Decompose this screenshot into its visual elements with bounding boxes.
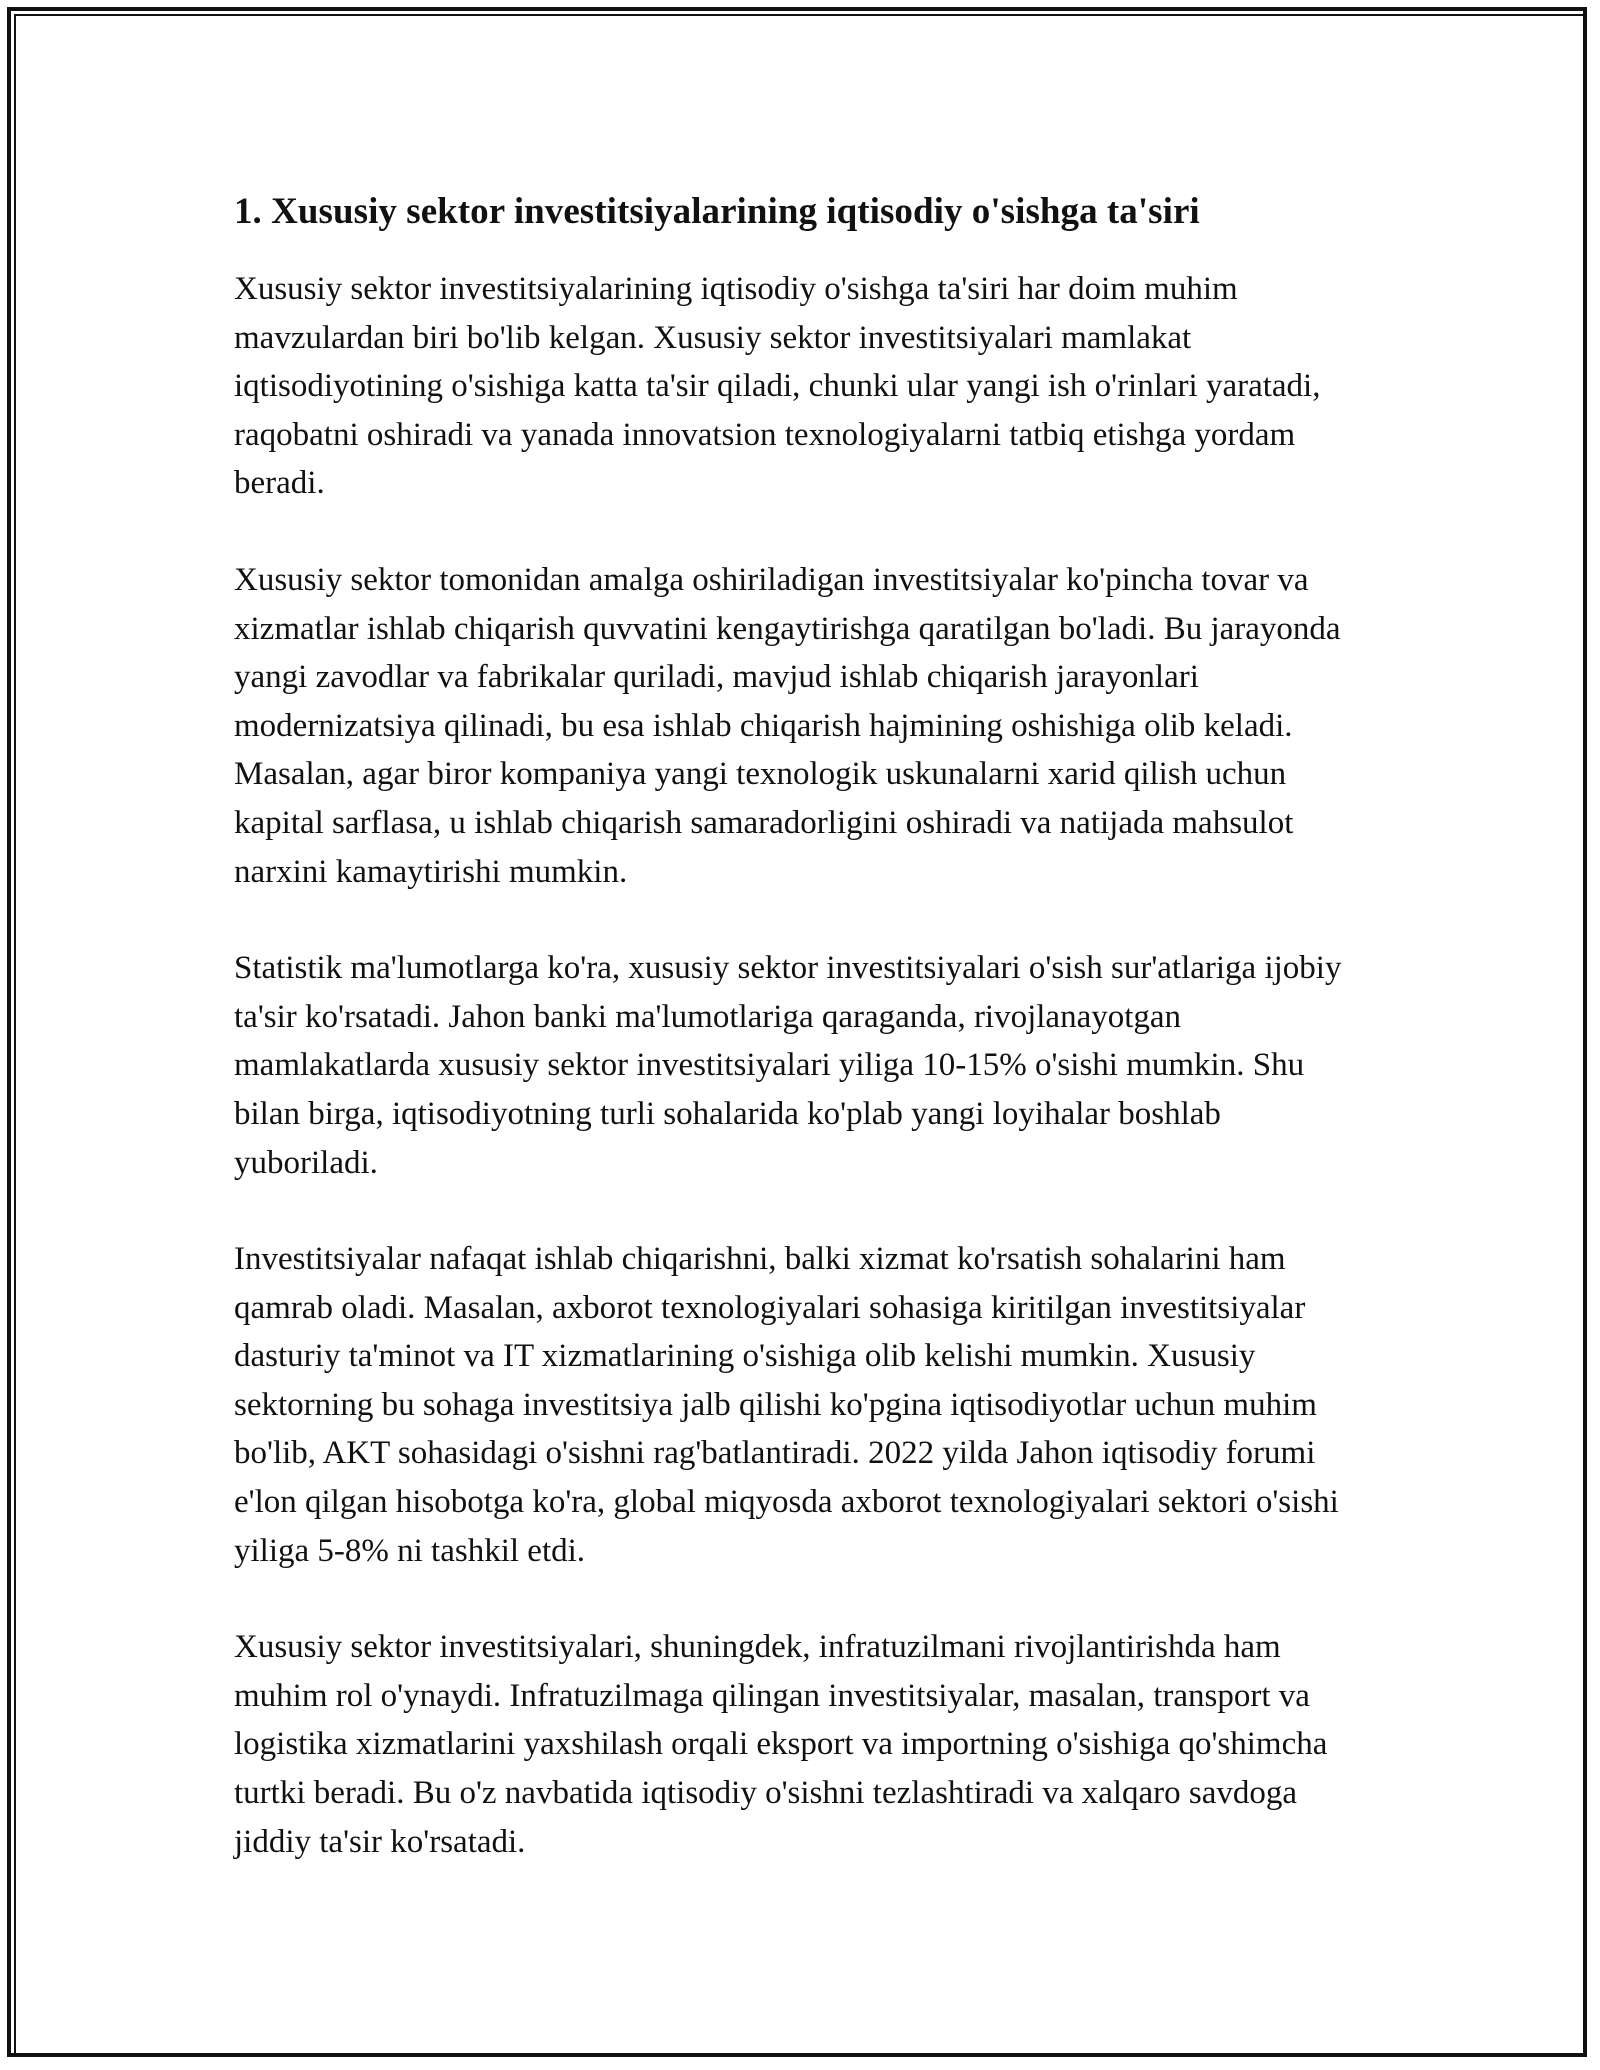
section-heading: 1. Xususiy sektor investitsiyalarining iqtisodiy o'sishga ta'siri	[234, 191, 1200, 232]
paragraph-3: Statistik ma'lumotlarga ko'ra, xususiy sektor investitsiyalari o'sish sur'atlariga ijobiy ta'sir ko'rsatadi. Jahon banki ma'lumotlariga qaraganda, rivojlanayotgan mamlakatlarda xususiy sektor investitsiyalari yiliga 10-15% o'sishi mumkin. Shu bilan birga, iqtisodiyotning turli sohalarida ko'plab yangi loyihalar boshlab yuboriladi.	[234, 950, 1342, 1181]
paragraph-2: Xususiy sektor tomonidan amalga oshiriladigan investitsiyalar ko'pincha tovar va xizmatlar ishlab chiqarish quvvatini kengaytirishga qaratilgan bo'ladi. Bu jarayonda yangi zavodlar va fabrikalar quriladi, mavjud ishlab chiqarish jarayonlari modernizatsiya qilinadi, bu esa ishlab chiqarish hajmining oshishiga olib keladi. Masalan, agar biror kompaniya yangi texnologik uskunalarni xarid qilish uchun kapital sarflasa, u ishlab chiqarish samaradorligini oshiradi va natijada mahsulot narxini kamaytirishi mumkin.	[234, 561, 1341, 890]
paragraph-1: Xususiy sektor investitsiyalarining iqtisodiy o'sishga ta'siri har doim muhim mavzulardan biri bo'lib kelgan. Xususiy sektor investitsiyalari mamlakat iqtisodiyotining o'sishiga katta ta'sir qiladi, chunki ular yangi ish o'rinlari yaratadi, raqobatni oshiradi va yanada innovatsion texnologiyalarni tatbiq etishga yordam beradi.	[234, 271, 1321, 502]
document-body	[234, 186, 1364, 1914]
paragraph-5: Xususiy sektor investitsiyalari, shuningdek, infratuzilmani rivojlantirishda ham muhim rol o'ynaydi. Infratuzilmaga qilingan investitsiyalar, masalan, transport va logistika xizmatlarini yaxshilash orqali eksport va importning o'sishiga qo'shimcha turtki beradi. Bu o'z navbatida iqtisodiy o'sishni tezlashtiradi va xalqaro savdoga jiddiy ta'sir ko'rsatadi.	[234, 1629, 1328, 1860]
paragraph-4: Investitsiyalar nafaqat ishlab chiqarishni, balki xizmat ko'rsatish sohalarini ham qamrab oladi. Masalan, axborot texnologiyalari sohasiga kiritilgan investitsiyalar dasturiy ta'minot va IT xizmatlarining o'sishiga olib kelishi mumkin. Xususiy sektorning bu sohaga investitsiya jalb qilishi ko'pgina iqtisodiyotlar uchun muhim bo'lib, AKT sohasidagi o'sishni rag'batlantiradi. 2022 yilda Jahon iqtisodiy forumi e'lon qilgan hisobotga ko'ra, global miqyosda axborot texnologiyalari sektori o'sishi yiliga 5-8% ni tashkil etdi.	[234, 1241, 1339, 1569]
